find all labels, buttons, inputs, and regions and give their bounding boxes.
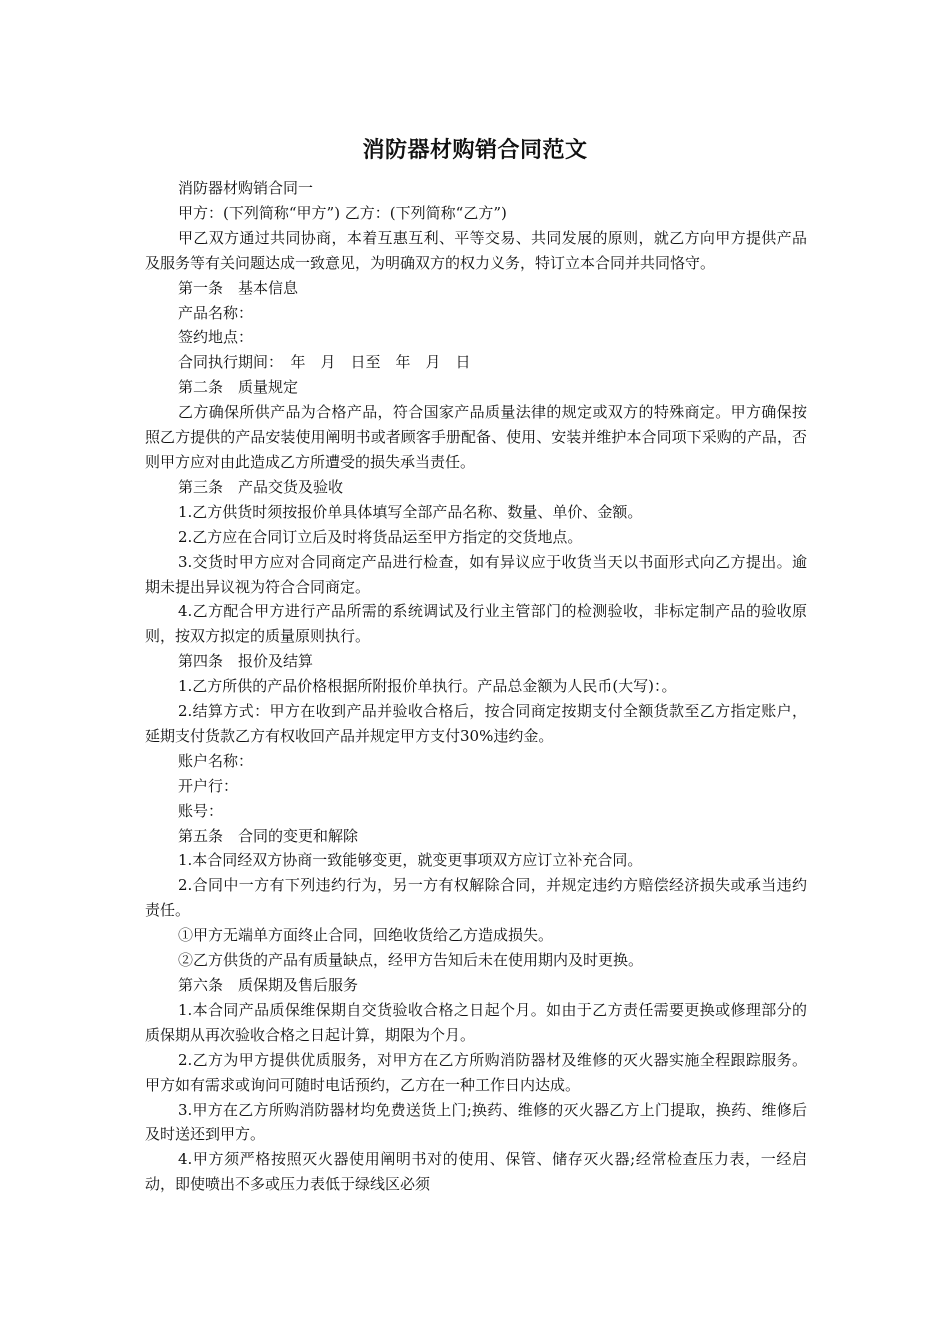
clause-4-2: 2.结算方式：甲方在收到产品并验收合格后，按合同商定按期支付全额货款至乙方指定账户，延期支付货款乙方有权收回产品并规定甲方支付30%违约金。 [145, 702, 807, 745]
clause-3-4: 4.乙方配合甲方进行产品所需的系统调试及行业主管部门的检测验收，非标定制产品的验收原则，按双方拟定的质量原则执行。 [145, 602, 807, 646]
contract-subtitle: 消防器材购销合同一 [178, 179, 314, 197]
clause-4-1: 1.乙方所供的产品价格根据所附报价单执行。产品总金额为人民币(大写)：。 [178, 677, 677, 696]
clause-5-1: 1.本合同经双方协商一致能够变更，就变更事项双方应订立补充合同。 [178, 851, 643, 870]
clause-3-3: 3.交货时甲方应对合同商定产品进行检查，如有异议应于收货当天以书面形式向乙方提出。逾期未提出异议视为符合合同商定。 [145, 552, 807, 596]
article-4-heading: 第四条 报价及结算 [178, 652, 314, 671]
clause-3-2: 2.乙方应在合同订立后及时将货品运至甲方指定的交货地点。 [178, 527, 583, 546]
field-product-name: 产品名称： [178, 303, 254, 322]
field-signing-place: 签约地点： [178, 328, 254, 347]
article-5-heading: 第五条 合同的变更和解除 [178, 826, 359, 845]
quality-paragraph: 乙方确保所供产品为合格产品，符合国家产品质量法律的规定或双方的特殊商定。甲方确保按照乙方提供的产品安装使用阐明书或者顾客手册配备、使用、安装并维护本合同项下采购的产品，否则甲方应对由此造成乙方所遭受的损失承当责任。 [145, 403, 807, 471]
field-account-number: 账号： [178, 801, 224, 820]
preamble-paragraph: 甲乙双方通过共同协商，本着互惠互利、平等交易、共同发展的原则，就乙方向甲方提供产品及服务等有关问题达成一致意见，为明确双方的权力义务，特订立本合同并共同恪守。 [145, 228, 807, 272]
clause-5-2-item-2: ②乙方供货的产品有质量缺点，经甲方告知后未在使用期内及时更换。 [178, 951, 644, 970]
article-1-heading: 第一条 基本信息 [178, 278, 299, 297]
parties-line: 甲方：(下列简称“甲方”) 乙方：(下列简称“乙方”) [178, 203, 507, 222]
document-title: 消防器材购销合同范文 [362, 138, 588, 163]
article-2-heading: 第二条 质量规定 [178, 378, 299, 397]
field-bank: 开户行： [178, 776, 239, 795]
clause-3-1: 1.乙方供货时须按报价单具体填写全部产品名称、数量、单价、金额。 [178, 502, 643, 521]
clause-6-3: 3.甲方在乙方所购消防器材均免费送货上门;换药、维修的灭火器乙方上门提取，换药、维修后及时送还到甲方。 [145, 1100, 807, 1144]
clause-5-2-item-1: ①甲方无端单方面终止合同，回绝收货给乙方造成损失。 [178, 926, 554, 945]
clause-5-2: 2.合同中一方有下列违约行为，另一方有权解除合同，并规定违约方赔偿经济损失或承当违约责任。 [145, 876, 807, 920]
clause-6-4: 4.甲方须严格按照灭火器使用阐明书对的使用、保管、储存灭火器;经常检查压力表，一经启动，即使喷出不多或压力表低于绿线区必须 [145, 1150, 807, 1194]
clause-6-1: 1.本合同产品质保维保期自交货验收合格之日起个月。如由于乙方责任需要更换或修理部分的质保期从再次验收合格之日起计算，期限为个月。 [145, 1000, 807, 1044]
clause-6-2: 2.乙方为甲方提供优质服务，对甲方在乙方所购消防器材及维修的灭火器实施全程跟踪服务。甲方如有需求或询问可随时电话预约，乙方在一种工作日内达成。 [145, 1050, 807, 1094]
article-6-heading: 第六条 质保期及售后服务 [178, 976, 359, 994]
field-account-name: 账户名称： [178, 751, 254, 770]
field-execution-period: 合同执行期间： 年 月 日至 年 月 日 [178, 353, 471, 372]
article-3-heading: 第三条 产品交货及验收 [178, 477, 344, 496]
document-body [145, 176, 807, 1197]
